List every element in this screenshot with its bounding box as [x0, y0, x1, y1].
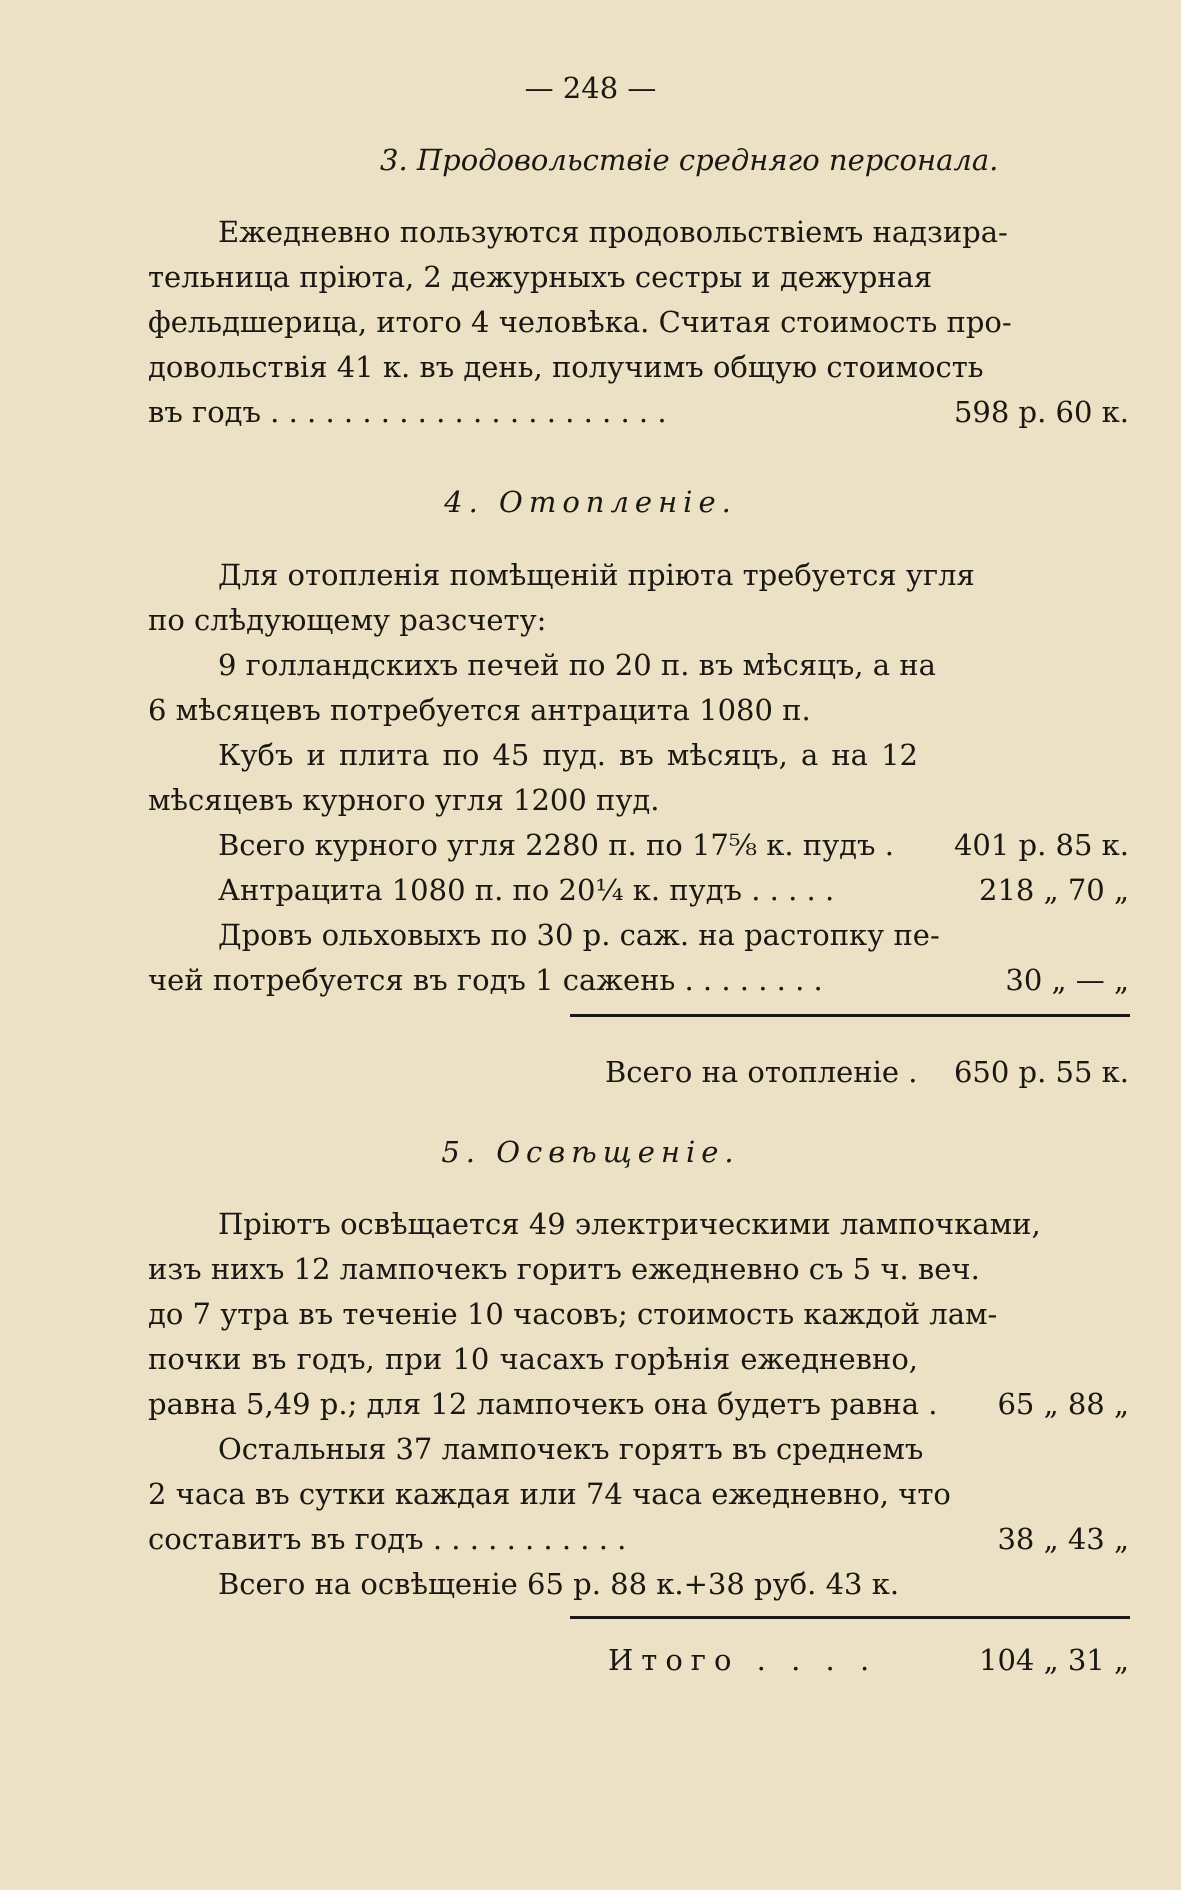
anthracite-label: Антрацита 1080 п. по 20¼ к. пудъ . . . . . — [218, 873, 835, 907]
heating-total-label: Всего на отопленіе . — [605, 1055, 918, 1089]
section-5-line-2: изъ нихъ 12 лампочекъ горитъ ежедневно съ 5 ч. веч. — [148, 1252, 980, 1286]
grand-total-rule — [570, 1616, 1130, 1619]
section-4-line-3: 9 голландскихъ печей по 20 п. въ мѣсяцъ, а на — [218, 648, 936, 682]
section-4-line-5: Кубъ и плита по 45 пуд. въ мѣсяцъ, а на 12 — [218, 738, 918, 772]
heating-sum-rule — [570, 1014, 1130, 1017]
section-4-line-4: 6 мѣсяцевъ потребуется антрацита 1080 п. — [148, 693, 811, 727]
page-number: — 248 — — [524, 71, 657, 105]
section-5-line-6: 2 часа въ сутки каждая или 74 часа ежедневно, что — [148, 1477, 951, 1511]
wood-line: Дровъ ольховыхъ по 30 р. саж. на растопку пе- — [218, 918, 940, 952]
lighting-row-1-label: равна 5,49 р.; для 12 лампочекъ она будетъ равна . — [148, 1387, 938, 1421]
section-4-line-1: Для отопленія помѣщеній пріюта требуется угля — [218, 558, 975, 592]
section-5-line-3: до 7 утра въ теченіе 10 часовъ; стоимость каждой лам- — [148, 1297, 998, 1331]
anthracite-amount: 218 „ 70 „ — [979, 873, 1129, 907]
section-3-line-2: тельница пріюта, 2 дежурныхъ сестры и дежурная — [148, 260, 933, 294]
section-4-line-2: по слѣдующему разсчету: — [148, 603, 547, 637]
section-3-total-amount: 598 р. 60 к. — [953, 395, 1129, 429]
section-3-line-4: довольствія 41 к. въ день, получимъ общую стоимость — [148, 350, 984, 384]
section-3-line-3: фельдшерица, итого 4 человѣка. Считая стоимость про- — [148, 305, 1012, 339]
section-5-heading: 5. Освѣщеніе. — [441, 1135, 740, 1169]
section-5-line-1: Пріютъ освѣщается 49 электрическими лампочками, — [218, 1207, 1041, 1241]
section-4-line-6: мѣсяцевъ курного угля 1200 пуд. — [148, 783, 660, 817]
section-5-line-4: почки въ годъ, при 10 часахъ горѣнія ежедневно, — [148, 1342, 918, 1376]
section-4-heading: 4. Отопленіе. — [444, 485, 737, 519]
lighting-row-2-amount: 38 „ 43 „ — [997, 1522, 1129, 1556]
wood-label: чей потребуется въ годъ 1 сажень . . . . . . . . — [148, 963, 823, 997]
heating-total-amount: 650 р. 55 к. — [953, 1055, 1129, 1089]
section-3-total-label: въ годъ . . . . . . . . . . . . . . . . . . . . . . — [148, 395, 667, 429]
grand-total-label: Итого . . . . — [608, 1643, 878, 1677]
section-5-line-5: Остальныя 37 лампочекъ горятъ въ среднемъ — [218, 1432, 924, 1466]
lighting-row-2-label: составитъ въ годъ . . . . . . . . . . . — [148, 1522, 627, 1556]
section-3-heading: 3. Продовольствіе средняго персонала. — [380, 143, 999, 177]
lighting-summary-line: Всего на освѣщеніе 65 р. 88 к.+38 руб. 43 к. — [218, 1567, 900, 1601]
grand-total-amount: 104 „ 31 „ — [979, 1643, 1129, 1677]
wood-amount: 30 „ — „ — [1005, 963, 1129, 997]
coal-total-amount: 401 р. 85 к. — [953, 828, 1129, 862]
lighting-row-1-amount: 65 „ 88 „ — [997, 1387, 1129, 1421]
section-3-line-1: Ежедневно пользуются продовольствіемъ надзира- — [218, 215, 1008, 249]
coal-total-label: Всего курного угля 2280 п. по 17⅝ к. пудъ . — [218, 828, 894, 862]
